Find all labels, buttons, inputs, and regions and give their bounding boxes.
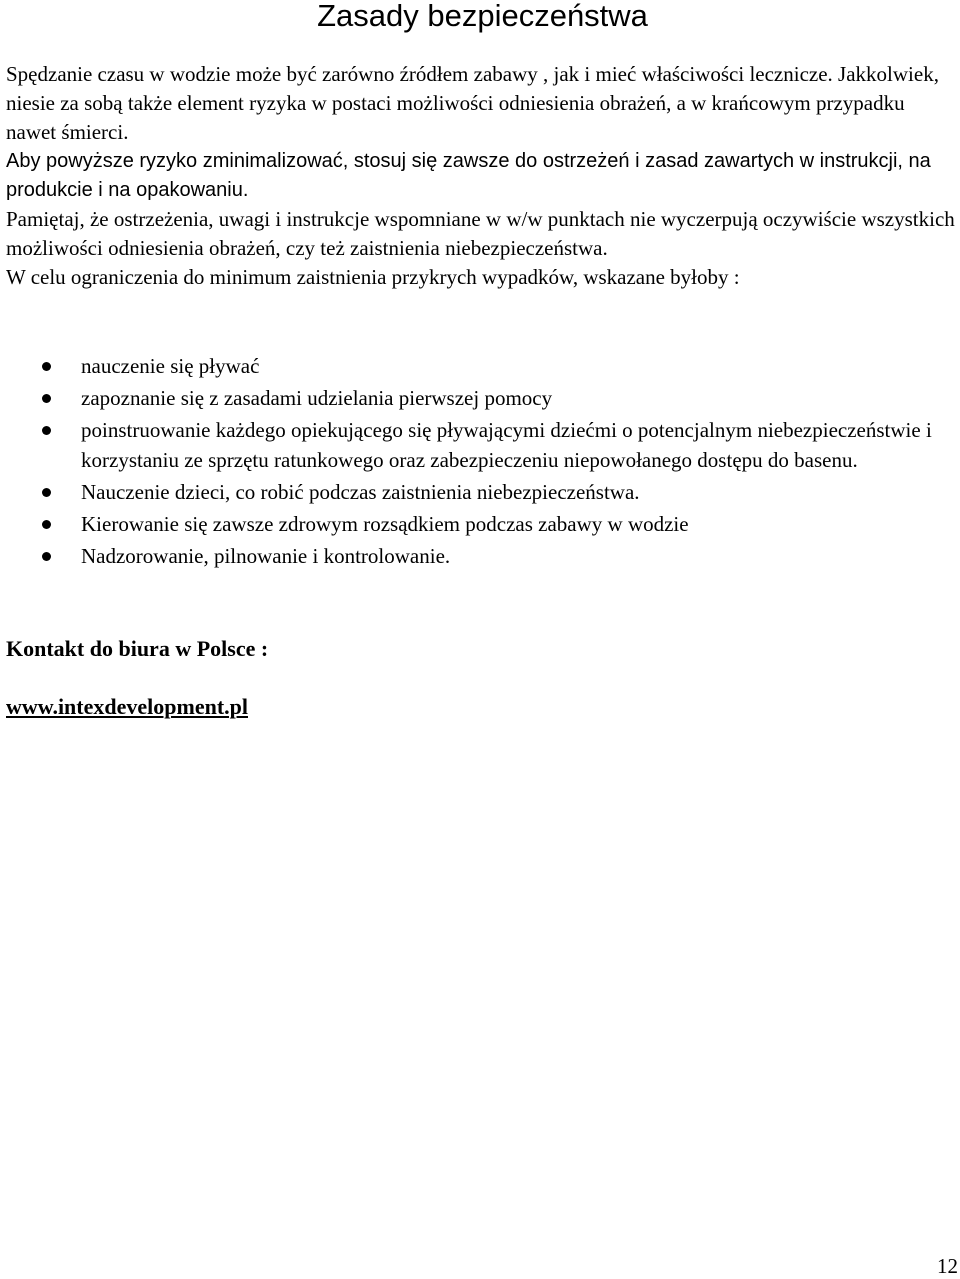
list-item-text: nauczenie się pływać <box>81 354 260 378</box>
list-item-text: poinstruowanie każdego opiekującego się pływającymi dziećmi o potencjalnym niebezpieczeństwie i korzystaniu ze sprzętu ratunkowego oraz zabezpieczeniu niepowołanego dostępu do basenu. <box>81 418 932 472</box>
list-item <box>0 415 950 475</box>
contact-heading: Kontakt do biura w Polsce : <box>6 636 269 661</box>
list-item-text: zapoznanie się z zasadami udzielania pierwszej pomocy <box>81 386 553 410</box>
list-item <box>0 477 950 507</box>
bullet-icon <box>42 520 51 529</box>
intro-paragraph-risk: Spędzanie czasu w wodzie może być zarówno źródłem zabawy , jak i mieć właściwości lecznicze. Jakkolwiek, niesie za sobą także element ryzyka w postaci możliwości odniesienia obrażeń, a w krańcowym przypadku nawet śmierci. <box>6 62 939 144</box>
bullet-icon <box>42 426 51 435</box>
list-item-text: Kierowanie się zawsze zdrowym rozsądkiem podczas zabawy w wodzie <box>81 512 689 536</box>
list-item-text: Nauczenie dzieci, co robić podczas zaistnienia niebezpieczeństwa. <box>81 480 640 504</box>
intro-paragraph-recommendations: W celu ograniczenia do minimum zaistnienia przykrych wypadków, wskazane byłoby : <box>6 265 740 289</box>
intro-text <box>6 60 956 292</box>
safety-recommendations-list <box>0 351 950 573</box>
list-item <box>0 509 950 539</box>
bullet-icon <box>42 362 51 371</box>
intro-paragraph-remember: Pamiętaj, że ostrzeżenia, uwagi i instrukcje wspomniane w w/w punktach nie wyczerpują oczywiście wszystkich możliwości odniesienia obrażeń, czy też zaistnienia niebezpieczeństwa. <box>6 207 955 260</box>
list-item <box>0 383 950 413</box>
list-item <box>0 351 950 381</box>
bullet-icon <box>42 488 51 497</box>
list-item <box>0 541 950 571</box>
website-link[interactable]: www.intexdevelopment.pl <box>6 694 248 719</box>
bullet-icon <box>42 394 51 403</box>
list-item-text: Nadzorowanie, pilnowanie i kontrolowanie. <box>81 544 451 568</box>
page-number: 12 <box>937 1254 958 1278</box>
intro-paragraph-minimize-risk: Aby powyższe ryzyko zminimalizować, stosuj się zawsze do ostrzeżeń i zasad zawartych w instrukcji, na produkcie i na opakowaniu. <box>6 150 931 201</box>
bullet-icon <box>42 552 51 561</box>
page-title: Zasady bezpieczeństwa <box>317 0 648 33</box>
